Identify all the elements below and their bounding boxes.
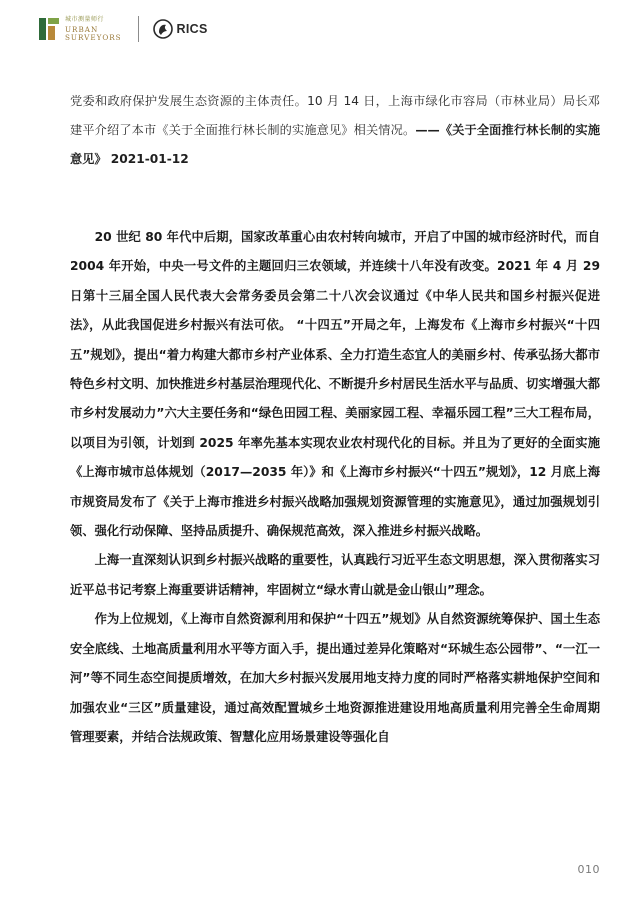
paragraph: 作为上位规划，《上海市自然资源利用和保护“十四五”规划》从自然资源统筹保护、国土生态安全底线、土地高质量利用水平等方面入手，提出通过差异化策略对“环城生态公园带”、“一江一河”等不同生态空间提质增效，在加大乡村振兴发展用地支持力度的同时严格落实耕地保护空间和加强农业“三区”质量建设，通过高效配置城乡土地资源推进建设用地高质量利用完善全生命周期管理要素，并结合法规政策、智慧化应用场景建设等强化自	[70, 612, 600, 744]
page-header	[38, 14, 208, 44]
logo-divider	[138, 16, 139, 42]
page-number: 010	[577, 863, 600, 876]
urban-surveyors-name-en-1: URBAN	[65, 24, 99, 34]
quote-text: 党委和政府保护发展生态资源的主体责任。10 月 14 日，上海市绿化市容局（市林业局）局长邓建平介绍了本市《关于全面推行林长制的实施意见》相关情况。	[70, 94, 600, 137]
rics-wordmark: RICS	[176, 22, 208, 36]
paragraph: 20 世纪 80 年代中后期，国家改革重心由农村转向城市，开启了中国的城市经济时代，而自 2004 年开始，中央一号文件的主题回归三农领域，并连续十八年没有改变。2021 年 4 月 29 日第十三届全国人民代表大会常务委员会第二十八次会议通过《中华人民共和国乡村振兴促进法》，从此我国促进乡村振兴有法可依。 “十四五”开局之年，上海发布《上海市乡村振兴“十四五”规划》，提出“着力构建大都市乡村产业体系、全力打造生态宜人的美丽乡村、传承弘扬大都市特色乡村文明、加快推进乡村基层治理现代化、不断提升乡村居民生活水平与品质、切实增强大都市乡村发展动力”六大主要任务和“绿色田园工程、美丽家园工程、幸福乐园工程”三大工程布局，以项目为引领，计划到 2025 年率先基本实现农业农村现代化的目标。并且为了更好的全面实施《上海市城市总体规划（2017—2035 年）》和《上海市乡村振兴“十四五”规划》，12 月底上海市规资局发布了《关于上海市推进乡村振兴战略加强规划资源管理的实施意见》，通过加强规划引领、强化行动保障、坚持品质提升、确保规范高效，深入推进乡村振兴战略。	[70, 230, 600, 539]
rics-lion-icon	[153, 19, 173, 39]
paragraph: 上海一直深刻认识到乡村振兴战略的重要性，认真践行习近平生态文明思想，深入贯彻落实习近平总书记考察上海重要讲话精神，牢固树立“绿水青山就是金山银山”理念。	[70, 553, 600, 597]
urban-surveyors-logo	[38, 17, 122, 41]
urban-surveyors-name-cn: 城市测量师行	[65, 15, 105, 23]
main-text	[70, 223, 600, 752]
quote-block	[70, 87, 600, 174]
urban-surveyors-name-en-2: SURVEYORS	[65, 33, 122, 42]
quote-source: ——《关于全面推行林长制的实施意见》 2021-01-12	[70, 123, 601, 166]
rics-logo	[153, 19, 208, 39]
urban-surveyors-mark-icon	[38, 17, 60, 41]
